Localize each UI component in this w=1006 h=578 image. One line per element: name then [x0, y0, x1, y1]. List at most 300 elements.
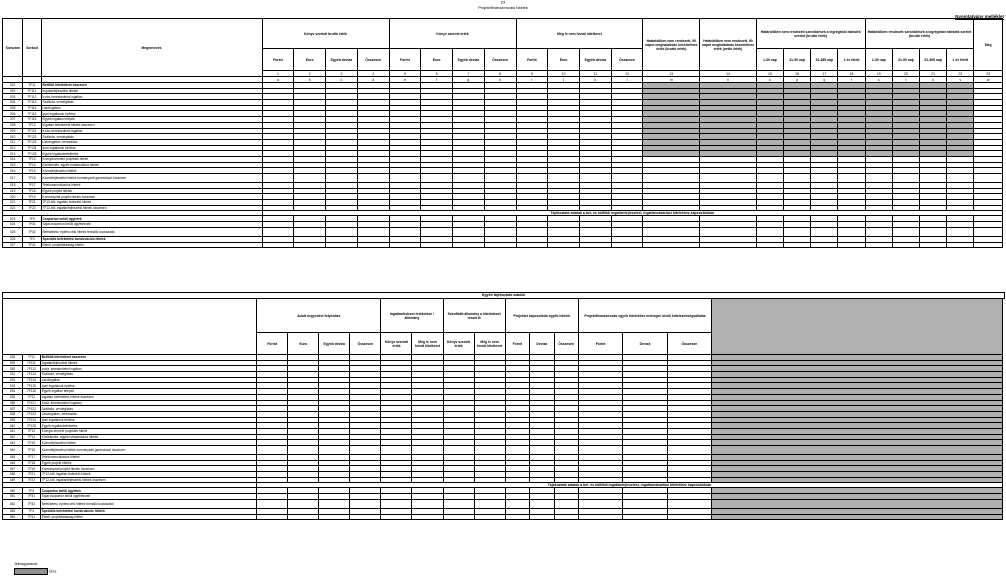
- column-number: 23: [974, 71, 1003, 77]
- data-cell: [453, 242, 485, 248]
- row-code: 7F123: [23, 139, 41, 145]
- column-number: 5: [389, 71, 421, 77]
- data-cell: [530, 514, 554, 520]
- column-letter: h: [484, 77, 516, 83]
- row-number: 037: [3, 406, 23, 412]
- row-code: 7F124: [23, 145, 41, 151]
- data-cell: [667, 514, 711, 520]
- row-code: 7F14: [23, 162, 41, 168]
- row-number: 030: [3, 366, 23, 372]
- data-cell: [667, 446, 711, 455]
- row-label: Közműfejlesztési hitelek kormányzati garanciával összesen: [41, 174, 262, 183]
- group-header: Határidőben nem rendezett, 90 napot meghaladóan késedelmes érték (bruttó érték): [643, 19, 700, 71]
- row-number: 019: [3, 188, 23, 194]
- data-cell: [474, 514, 505, 520]
- data-cell: [421, 174, 453, 183]
- row-code: 7F122: [23, 134, 41, 140]
- column-letter: k: [579, 77, 611, 83]
- row-label: Szálloda, vendéglátás: [40, 372, 256, 378]
- data-cell: [257, 446, 288, 455]
- row-number: 026: [3, 236, 23, 242]
- sub-header: Deviza: [530, 333, 554, 355]
- data-cell: [784, 174, 811, 183]
- column-letter: m: [643, 77, 700, 83]
- row-label: Ingatlanfejlesztési hitelek: [40, 360, 256, 366]
- row-code: 7F113: [23, 100, 41, 106]
- column-number: 19: [865, 71, 892, 77]
- row-number: 023: [3, 216, 23, 222]
- data-cell: [326, 242, 358, 248]
- row-code: 7F21: [23, 200, 41, 206]
- row-number: 028: [3, 355, 23, 361]
- group-header: Ingatlanfedezet értékelése / állomány: [381, 299, 443, 333]
- row-number: 040: [3, 423, 23, 429]
- row-code: 7F112: [22, 366, 40, 372]
- page-number: 77: [500, 0, 506, 5]
- data-cell: [578, 514, 622, 520]
- column-number: 15: [756, 71, 783, 77]
- row-label: Közműfejlesztési hitelek: [41, 168, 262, 174]
- column-letter: d: [357, 77, 389, 83]
- row-number: 011: [3, 139, 23, 145]
- row-number: 007: [3, 117, 23, 123]
- column-number: 22: [947, 71, 974, 77]
- row-code: 7F17: [23, 183, 41, 189]
- sub-header: Egyéb deviza: [326, 49, 358, 71]
- group-header: Határidőben nem rendezett szerződések a legrégebbi hátralék szerint (bruttó érték): [756, 19, 865, 49]
- data-cell: [974, 174, 1003, 183]
- row-code: 7F12: [23, 122, 41, 128]
- sub-header: 1-30 nap: [865, 49, 892, 71]
- data-cell: [350, 446, 381, 455]
- column-letter: o: [756, 77, 783, 83]
- row-code: 7F116: [23, 117, 41, 123]
- data-cell: [811, 242, 838, 248]
- data-cell: [421, 242, 453, 248]
- row-number: 033: [3, 383, 23, 389]
- data-cell: [811, 174, 838, 183]
- data-cell: [389, 174, 421, 183]
- sub-header: Euro: [294, 49, 326, 71]
- row-number: 048: [3, 472, 23, 478]
- data-cell: [892, 227, 919, 236]
- sub-header: Forint: [505, 333, 529, 355]
- data-cell: [579, 174, 611, 183]
- row-label: Ingatlanfejlesztési hitelek: [41, 88, 262, 94]
- column-letter: f: [421, 77, 453, 83]
- sub-header: Forint: [578, 333, 622, 355]
- column-letter: v: [947, 77, 974, 83]
- data-cell: [294, 227, 326, 236]
- row-number: 005: [3, 105, 23, 111]
- data-cell: [530, 499, 554, 508]
- sub-header: Egyéb deviza: [579, 49, 611, 71]
- table-row: [3, 499, 1003, 508]
- data-cell: [892, 242, 919, 248]
- data-cell: [578, 446, 622, 455]
- table-row: [3, 174, 1003, 183]
- sub-header: Összesen: [350, 333, 381, 355]
- row-number: 010: [3, 134, 23, 140]
- row-number: 027: [3, 242, 23, 248]
- column-letter: u: [920, 77, 947, 83]
- data-cell: [412, 514, 443, 520]
- data-cell: [505, 514, 529, 520]
- column-number: 12: [611, 71, 643, 77]
- row-code: 7F121: [22, 400, 40, 406]
- table-row: [3, 242, 1003, 248]
- data-cell: [484, 174, 516, 183]
- column-letter: t: [892, 77, 919, 83]
- row-number: 021: [3, 200, 23, 206]
- sub-header: Még le nem hívott hitelkeret: [412, 333, 443, 355]
- row-label: Egyéb ingatlan telepek: [41, 117, 262, 123]
- data-cell: [389, 242, 421, 248]
- row-code: 7F3: [23, 216, 41, 222]
- data-cell: [643, 227, 700, 236]
- column-letter: e: [389, 77, 421, 83]
- row-label: Ebből: projekttársaság hitelei: [40, 514, 256, 520]
- row-code: 7F22: [23, 205, 41, 211]
- row-code: 7F115: [23, 111, 41, 117]
- row-code: 7F112: [23, 94, 41, 100]
- data-cell: [784, 227, 811, 236]
- group-header: Projektfinanszírozás egyéb hitelekhez mérlegen kívüli kötelezettségvállalás: [578, 299, 711, 333]
- data-cell: [623, 499, 667, 508]
- row-label: Csoporton belüli ügyletek: [40, 488, 256, 494]
- column-letter: i: [516, 77, 548, 83]
- row-label: Ingatlan befektetési hitelek összesen: [41, 122, 262, 128]
- column-number: 6: [421, 71, 453, 77]
- data-cell: [294, 174, 326, 183]
- column-number: 10: [548, 71, 580, 77]
- row-number: 025: [3, 227, 23, 236]
- row-label: Lakóingatlan, bérbeadás: [41, 139, 262, 145]
- row-number: 053: [3, 508, 23, 514]
- column-letter: c: [326, 77, 358, 83]
- sub-header: Összesen: [357, 49, 389, 71]
- row-label: Egyéb ingatlanbefektetés: [41, 151, 262, 157]
- data-cell: [474, 499, 505, 508]
- table-row: [3, 514, 1003, 520]
- row-label: Közműfejlesztési hitelek kormányzati garanciával összesen: [40, 446, 256, 455]
- data-cell: [756, 242, 783, 248]
- group-header: Könyv szerinti érték: [389, 19, 516, 49]
- row-label: 7F12-ből: ingatlan fedezetű hitelek: [40, 472, 256, 478]
- row-code: 7F13: [22, 428, 40, 434]
- row-label: Iroda, kereskedelmi ingatlan: [40, 366, 256, 372]
- data-cell: [350, 499, 381, 508]
- row-code: 7F3: [22, 488, 40, 494]
- column-letter: q: [811, 77, 838, 83]
- sub-header: 91-365 nap: [811, 49, 838, 71]
- legend-title: Jelmagyarázat:: [14, 562, 38, 566]
- row-number: 009: [3, 128, 23, 134]
- data-cell: [288, 499, 319, 508]
- data-cell: [381, 514, 412, 520]
- row-number: 035: [3, 394, 23, 400]
- row-number: 031: [3, 372, 23, 378]
- data-cell: [554, 499, 578, 508]
- data-cell: [974, 242, 1003, 248]
- data-cell: [548, 174, 580, 183]
- data-cell: [412, 499, 443, 508]
- data-cell: [412, 446, 443, 455]
- page-title: Projektfinanszírozási hitelek: [478, 5, 528, 10]
- row-code: 7F116: [22, 389, 40, 395]
- group-header: Könyv szerinti bruttó érték: [262, 19, 389, 49]
- column-number: 21: [920, 71, 947, 77]
- row-number: 032: [3, 377, 23, 383]
- row-label: Egyéb ingatlanbefektetés: [40, 423, 256, 429]
- column-number: 3: [326, 71, 358, 77]
- data-cell: [667, 499, 711, 508]
- data-cell: [838, 174, 865, 183]
- sub-header: Euro: [421, 49, 453, 71]
- sub-header: Összesen: [611, 49, 643, 71]
- data-cell: [611, 174, 643, 183]
- sub-header: 1 év felett: [947, 49, 974, 71]
- row-label: Ingatlan befektetési hitelek összesen: [40, 394, 256, 400]
- page-header: [0, 0, 1006, 10]
- sub-header: Forint: [262, 49, 294, 71]
- data-cell: [611, 227, 643, 236]
- data-cell: [784, 242, 811, 248]
- column-number: 16: [784, 71, 811, 77]
- table-row: [3, 227, 1003, 236]
- column-number: 7: [453, 71, 485, 77]
- sub-header: Egyéb deviza: [319, 333, 350, 355]
- data-cell: [611, 242, 643, 248]
- row-label: Energia termelő projektek hitelei: [40, 428, 256, 434]
- row-label: Befektetési, építési célú hitelek fennálló kockázatai: [41, 227, 262, 236]
- data-cell: [381, 499, 412, 508]
- row-code: 7F32: [23, 227, 41, 236]
- row-label: Szálloda, vendéglátás: [41, 134, 262, 140]
- row-code: 7F14: [22, 434, 40, 440]
- row-number: 045: [3, 455, 23, 461]
- column-letter: l: [611, 77, 643, 83]
- data-cell: [381, 446, 412, 455]
- row-number: 018: [3, 183, 23, 189]
- sub-header: 31-90 nap: [892, 49, 919, 71]
- header-sorkod: Sorkód: [23, 19, 41, 77]
- row-number: 022: [3, 205, 23, 211]
- column-number: 2: [294, 71, 326, 77]
- data-cell: [350, 514, 381, 520]
- row-code: 7F16: [22, 446, 40, 455]
- group-header: Még: [974, 19, 1003, 71]
- column-letter: n: [700, 77, 757, 83]
- row-number: 042: [3, 434, 23, 440]
- data-cell: [756, 174, 783, 183]
- other-info-title: Egyéb tájékoztató adatok: [2, 292, 1005, 299]
- column-number: 11: [579, 71, 611, 77]
- data-cell: [865, 174, 892, 183]
- data-cell: [257, 499, 288, 508]
- data-cell: [443, 514, 474, 520]
- row-code: 7F123: [22, 411, 40, 417]
- row-number: 015: [3, 162, 23, 168]
- row-number: 054: [3, 514, 23, 520]
- row-code: 7F111: [22, 360, 40, 366]
- column-letter: s: [865, 77, 892, 83]
- data-cell: [262, 242, 294, 248]
- column-letter: p: [784, 77, 811, 83]
- sub-header: Összesen: [667, 333, 711, 355]
- data-cell: [319, 514, 350, 520]
- data-cell: [326, 174, 358, 183]
- data-cell: [920, 174, 947, 183]
- row-number: 051: [3, 494, 23, 500]
- row-label: Kormányzati projekt hitelek összesen: [40, 466, 256, 472]
- header-megnevezes: Megnevezés: [41, 19, 262, 77]
- row-code: 7F125: [22, 423, 40, 429]
- sub-header: Euro: [548, 49, 580, 71]
- row-number: 006: [3, 111, 23, 117]
- row-code: 7F115: [22, 383, 40, 389]
- column-letter: b: [294, 77, 326, 83]
- row-number: 014: [3, 156, 23, 162]
- unit-label: Nyomtatvány melléklet: [955, 14, 1004, 19]
- row-label: Kormányzati projekt hitelek összesen: [41, 194, 262, 200]
- data-cell: [357, 174, 389, 183]
- row-code: 7F16: [23, 174, 41, 183]
- data-cell: [357, 227, 389, 236]
- row-label: Szálloda, vendéglátás: [40, 406, 256, 412]
- row-number: 024: [3, 222, 23, 228]
- row-number: 049: [3, 477, 23, 483]
- data-cell: [700, 242, 757, 248]
- row-label: Saját csoporton belüli ügyfeleknek: [40, 494, 256, 500]
- data-cell: [920, 242, 947, 248]
- row-code: 7F32: [22, 499, 40, 508]
- row-code: 7F18: [23, 188, 41, 194]
- group-header: Határidőben nem rendezett, 90 napot meghaladóan késedelmes érték (nettó érték): [700, 19, 757, 71]
- row-number: 020: [3, 194, 23, 200]
- data-cell: [920, 227, 947, 236]
- data-cell: [623, 514, 667, 520]
- data-cell: [643, 242, 700, 248]
- main-table: [2, 18, 1003, 248]
- row-code: 7F21: [22, 472, 40, 478]
- row-label: Közműfejlesztési hitelek: [40, 440, 256, 446]
- row-code: 7F113: [22, 372, 40, 378]
- data-cell: [643, 174, 700, 183]
- data-cell: [474, 446, 505, 455]
- sub-header: Még le nem hívott hitelkeret: [474, 333, 505, 355]
- row-code: 7F41: [23, 242, 41, 248]
- data-cell: [811, 227, 838, 236]
- column-number: 14: [700, 71, 757, 77]
- blank: [3, 299, 257, 355]
- row-code: 7F15: [23, 168, 41, 174]
- column-number: 18: [838, 71, 865, 77]
- data-cell: [530, 446, 554, 455]
- row-label: Iroda, kereskedelmi ingatlan: [41, 94, 262, 100]
- row-number: 001: [3, 83, 23, 89]
- data-cell: [554, 514, 578, 520]
- column-number: 13: [643, 71, 700, 77]
- row-number: 029: [3, 360, 23, 366]
- row-code: 7F124: [22, 417, 40, 423]
- sub-header: Euro: [288, 333, 319, 355]
- row-code: 7F22: [22, 477, 40, 483]
- group-header: Határidőben rendezett szerződések a legrégebbi hátralék szerint (bruttó érték): [865, 19, 974, 49]
- row-label: Egyéb ingatlan telepek: [40, 389, 256, 395]
- data-cell: [838, 227, 865, 236]
- row-number: 050: [3, 488, 23, 494]
- row-code: 7F114: [22, 377, 40, 383]
- gray-area: [712, 299, 1003, 355]
- group-header: Adott negyedévi folyósítás: [257, 299, 381, 333]
- sub-header: Forint: [389, 49, 421, 71]
- row-code: 7F15: [22, 440, 40, 446]
- sub-header: Egyéb deviza: [453, 49, 485, 71]
- sub-header: Összesen: [484, 49, 516, 71]
- column-number: 1: [262, 71, 294, 77]
- row-code: 7F18: [22, 460, 40, 466]
- column-letter: w: [974, 77, 1003, 83]
- legend-gray-swatch: [14, 568, 48, 575]
- data-cell: [756, 227, 783, 236]
- row-label: Lakóingatlan: [40, 377, 256, 383]
- column-number: 4: [357, 71, 389, 77]
- data-cell: [288, 514, 319, 520]
- row-code: 7F31: [22, 494, 40, 500]
- row-label: Speciális befektetési konstrukciós hitelek: [41, 236, 262, 242]
- group-header: Még le nem hívott hitelkeret: [516, 19, 643, 49]
- data-cell: [319, 499, 350, 508]
- group-header: Projektet kapcsolódó egyéb hitelek: [505, 299, 578, 333]
- row-label: Saját csoporton belüli ügyfeleknek: [41, 222, 262, 228]
- data-cell: [516, 242, 548, 248]
- row-number: 038: [3, 411, 23, 417]
- column-letter: a: [262, 77, 294, 83]
- row-code: 7F19: [22, 466, 40, 472]
- row-label: Telekommunikációs hitelek: [40, 455, 256, 461]
- sub-header: Forint: [516, 49, 548, 71]
- row-label: Belföldi hitelintézet összesen: [40, 355, 256, 361]
- row-number: 039: [3, 417, 23, 423]
- row-label: Szálloda, vendéglátás: [41, 100, 262, 106]
- row-label: Ipari ingatlanok építése: [40, 383, 256, 389]
- data-cell: [865, 242, 892, 248]
- row-number: 002: [3, 88, 23, 94]
- data-cell: [516, 174, 548, 183]
- row-number: 016: [3, 168, 23, 174]
- data-cell: [947, 242, 974, 248]
- sub-header: 1 év felett: [838, 49, 865, 71]
- data-cell: [484, 242, 516, 248]
- row-number: 008: [3, 122, 23, 128]
- row-number: 047: [3, 466, 23, 472]
- data-cell: [319, 446, 350, 455]
- column-number: 17: [811, 71, 838, 77]
- row-number: 004: [3, 100, 23, 106]
- column-number: 20: [892, 71, 919, 77]
- row-label: Befektetési, építési célú hitelek fennálló kockázatai: [40, 499, 256, 508]
- sub-header: Könyv szerinti érték: [443, 333, 474, 355]
- gray-cell: [712, 499, 1003, 508]
- row-code: 7F125: [23, 151, 41, 157]
- row-code: 7F114: [23, 105, 41, 111]
- data-cell: [548, 227, 580, 236]
- sub-header: 1-30 nap: [756, 49, 783, 71]
- row-label: Speciális befektetési konstrukciós hitelek: [40, 508, 256, 514]
- data-cell: [554, 446, 578, 455]
- row-number: 052: [3, 499, 23, 508]
